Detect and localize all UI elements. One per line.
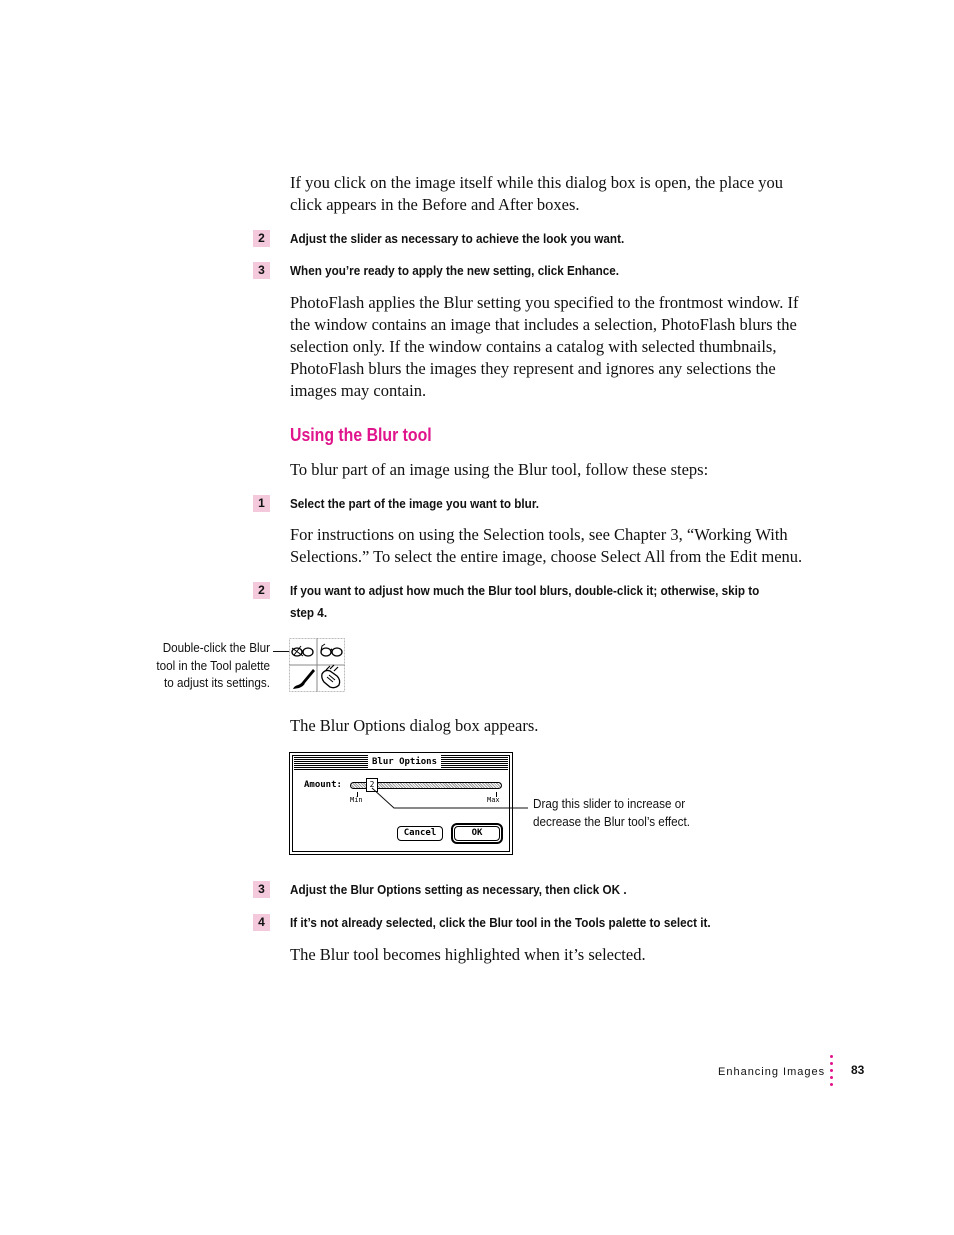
paragraph-line: the window contains an image that includes a selection, PhotoFlash blurs the <box>290 315 797 334</box>
section-heading: Using the Blur tool <box>290 425 432 445</box>
cancel-button[interactable]: Cancel <box>397 826 443 841</box>
paragraph-line: PhotoFlash applies the Blur setting you specified to the frontmost window. If <box>290 293 799 312</box>
slider-callout-line <box>370 786 532 812</box>
paragraph-line: For instructions on using the Selection tools, see Chapter 3, “Working With <box>290 525 788 544</box>
max-label: Max <box>487 796 500 804</box>
min-label: Min <box>350 796 363 804</box>
tool-palette-graphic <box>289 638 345 692</box>
page-number: 83 <box>851 1063 865 1077</box>
step-number-badge: 3 <box>253 262 270 279</box>
amount-label: Amount: <box>304 780 342 790</box>
palette-caption <box>135 639 270 692</box>
step-text: Adjust the slider as necessary to achieve the look you want. <box>290 231 625 246</box>
paragraph-line: If you click on the image itself while this dialog box is open, the place you <box>290 173 784 192</box>
step-number-badge: 1 <box>253 495 270 512</box>
dialog-title: Blur Options <box>368 755 441 769</box>
step-text: Adjust the Blur Options setting as necessary, then click OK . <box>290 882 627 897</box>
caption-line: to adjust its settings. <box>163 675 270 690</box>
step-number-badge: 2 <box>253 582 270 599</box>
dialog-caption <box>533 795 690 830</box>
tool-palette <box>289 638 345 692</box>
step-text: Select the part of the image you want to blur. <box>290 496 539 511</box>
intro-paragraph <box>290 172 783 216</box>
title-divider <box>294 769 508 770</box>
step-text-line: If you want to adjust how much the Blur tool blurs, double-click it; otherwise, skip to <box>290 583 760 598</box>
step-text: When you’re ready to apply the new setting, click Enhance. <box>290 263 619 278</box>
dialog-appears-paragraph: The Blur Options dialog box appears. <box>290 716 539 735</box>
paragraph-line: click appears in the Before and After boxes. <box>290 195 580 214</box>
step-number-badge: 4 <box>253 914 270 931</box>
paragraph-line: PhotoFlash blurs the images they represent and ignores any selections the <box>290 359 776 378</box>
caption-line: decrease the Blur tool’s effect. <box>533 813 690 829</box>
steps-intro-paragraph: To blur part of an image using the Blur tool, follow these steps: <box>290 460 709 479</box>
paragraph-line: images may contain. <box>290 381 427 400</box>
step-text <box>290 580 759 624</box>
caption-line: Drag this slider to increase or <box>533 796 686 811</box>
amount-slider-thumb[interactable]: 2 <box>366 778 378 792</box>
step-text-line: step 4. <box>290 605 328 620</box>
selection-instructions-paragraph <box>290 524 802 568</box>
footer-chapter-title: Enhancing Images <box>718 1066 826 1078</box>
step-number-badge: 2 <box>253 230 270 247</box>
footer-dot-divider <box>830 1055 833 1090</box>
caption-line: tool in the Tool palette <box>156 657 270 673</box>
highlight-paragraph: The Blur tool becomes highlighted when it’s selected. <box>290 945 646 964</box>
result-paragraph <box>290 292 799 402</box>
caption-line: Double-click the Blur <box>162 640 270 655</box>
paragraph-line: Selections.” To select the entire image, choose Select All from the Edit menu. <box>290 547 803 566</box>
paragraph-line: selection only. If the window contains a catalog with selected thumbnails, <box>290 337 777 356</box>
step-text: If it’s not already selected, click the Blur tool in the Tools palette to select it. <box>290 915 711 930</box>
ok-button[interactable]: OK <box>454 826 500 841</box>
step-number-badge: 3 <box>253 881 270 898</box>
